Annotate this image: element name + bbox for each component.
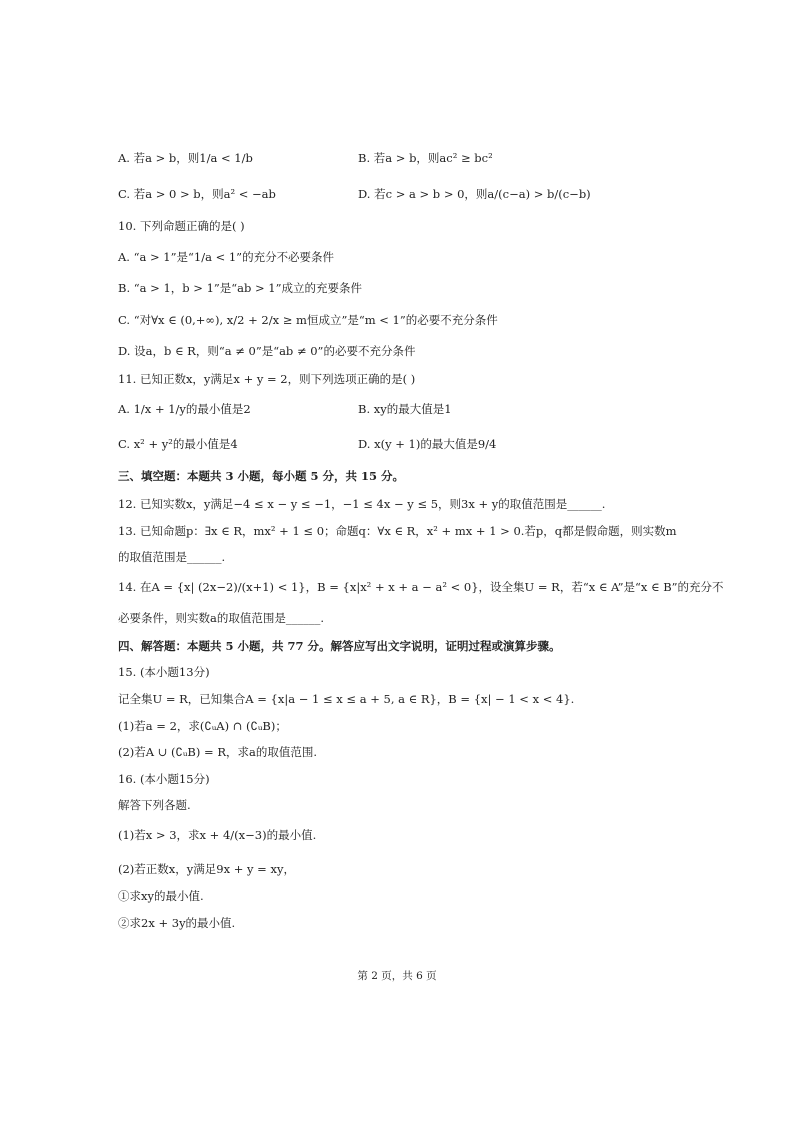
q11-option-b: B. xy的最大值是1 — [358, 402, 452, 416]
q9-option-c: C. 若a > 0 > b，则a² < −ab — [118, 187, 276, 201]
q9-option-a: A. 若a > b，则1/a < 1/b — [118, 151, 253, 165]
q9-option-b: B. 若a > b，则ac² ≥ bc² — [358, 151, 493, 165]
q16-subpart-1: ①求xy的最小值. — [118, 889, 204, 903]
q12-text: 12. 已知实数x，y满足−4 ≤ x − y ≤ −1，−1 ≤ 4x − y ≤ 5，则3x + y的取值范围是______. — [118, 497, 606, 511]
q16-part-1: (1)若x > 3，求x + 4/(x−3)的最小值. — [118, 828, 317, 842]
q11-option-c: C. x² + y²的最小值是4 — [118, 437, 238, 451]
q10-option-c: C. “对∀x ∈ (0,+∞), x/2 + 2/x ≥ m恒成立”是“m < 1”的必要不充分条件 — [118, 313, 498, 327]
q14-line-1: 14. 在A = {x| (2x−2)/(x+1) < 1}，B = {x|x² + x + a − a² < 0}，设全集U = R，若“x ∈ A”是“x ∈ B”的充分不 — [118, 580, 724, 594]
q16-part-2: (2)若正数x，y满足9x + y = xy， — [118, 862, 295, 876]
q15-stem: 记全集U = R，已知集合A = {x|a − 1 ≤ x ≤ a + 5, a ∈ R}，B = {x| − 1 < x < 4}. — [118, 692, 575, 706]
q9-option-d: D. 若c > a > b > 0，则a/(c−a) > b/(c−b) — [358, 187, 591, 201]
q11-option-a: A. 1/x + 1/y的最小值是2 — [118, 402, 251, 416]
section-fill-in-heading: 三、填空题：本题共 3 小题，每小题 5 分，共 15 分。 — [118, 469, 405, 483]
q15-title: 15. (本小题13分) — [118, 665, 210, 679]
q10-stem: 10. 下列命题正确的是( ) — [118, 219, 245, 233]
section-answer-heading: 四、解答题：本题共 5 小题，共 77 分。解答应写出文字说明，证明过程或演算步骤。 — [118, 639, 561, 653]
q11-stem: 11. 已知正数x，y满足x + y = 2，则下列选项正确的是( ) — [118, 372, 416, 386]
q15-part-2: (2)若A ∪ (∁ᵤB) = R，求a的取值范围. — [118, 745, 317, 759]
q16-stem: 解答下列各题. — [118, 798, 191, 812]
page-footer: 第 2 页，共 6 页 — [357, 970, 437, 982]
q10-option-d: D. 设a，b ∈ R，则“a ≠ 0”是“ab ≠ 0”的必要不充分条件 — [118, 344, 416, 358]
q10-option-b: B. “a > 1，b > 1”是“ab > 1”成立的充要条件 — [118, 281, 363, 295]
q11-option-d: D. x(y + 1)的最大值是9/4 — [358, 437, 497, 451]
q10-option-a: A. “a > 1”是“1/a < 1”的充分不必要条件 — [118, 250, 335, 264]
q13-line-1: 13. 已知命题p：∃x ∈ R，mx² + 1 ≤ 0；命题q：∀x ∈ R，x² + mx + 1 > 0.若p，q都是假命题，则实数m — [118, 524, 677, 538]
q15-part-1: (1)若a = 2，求(∁ᵤA) ∩ (∁ᵤB)； — [118, 719, 287, 733]
q16-subpart-2: ②求2x + 3y的最小值. — [118, 916, 236, 930]
q14-line-2: 必要条件，则实数a的取值范围是______. — [118, 611, 325, 625]
q13-line-2: 的取值范围是______. — [118, 550, 226, 564]
q16-title: 16. (本小题15分) — [118, 772, 210, 786]
